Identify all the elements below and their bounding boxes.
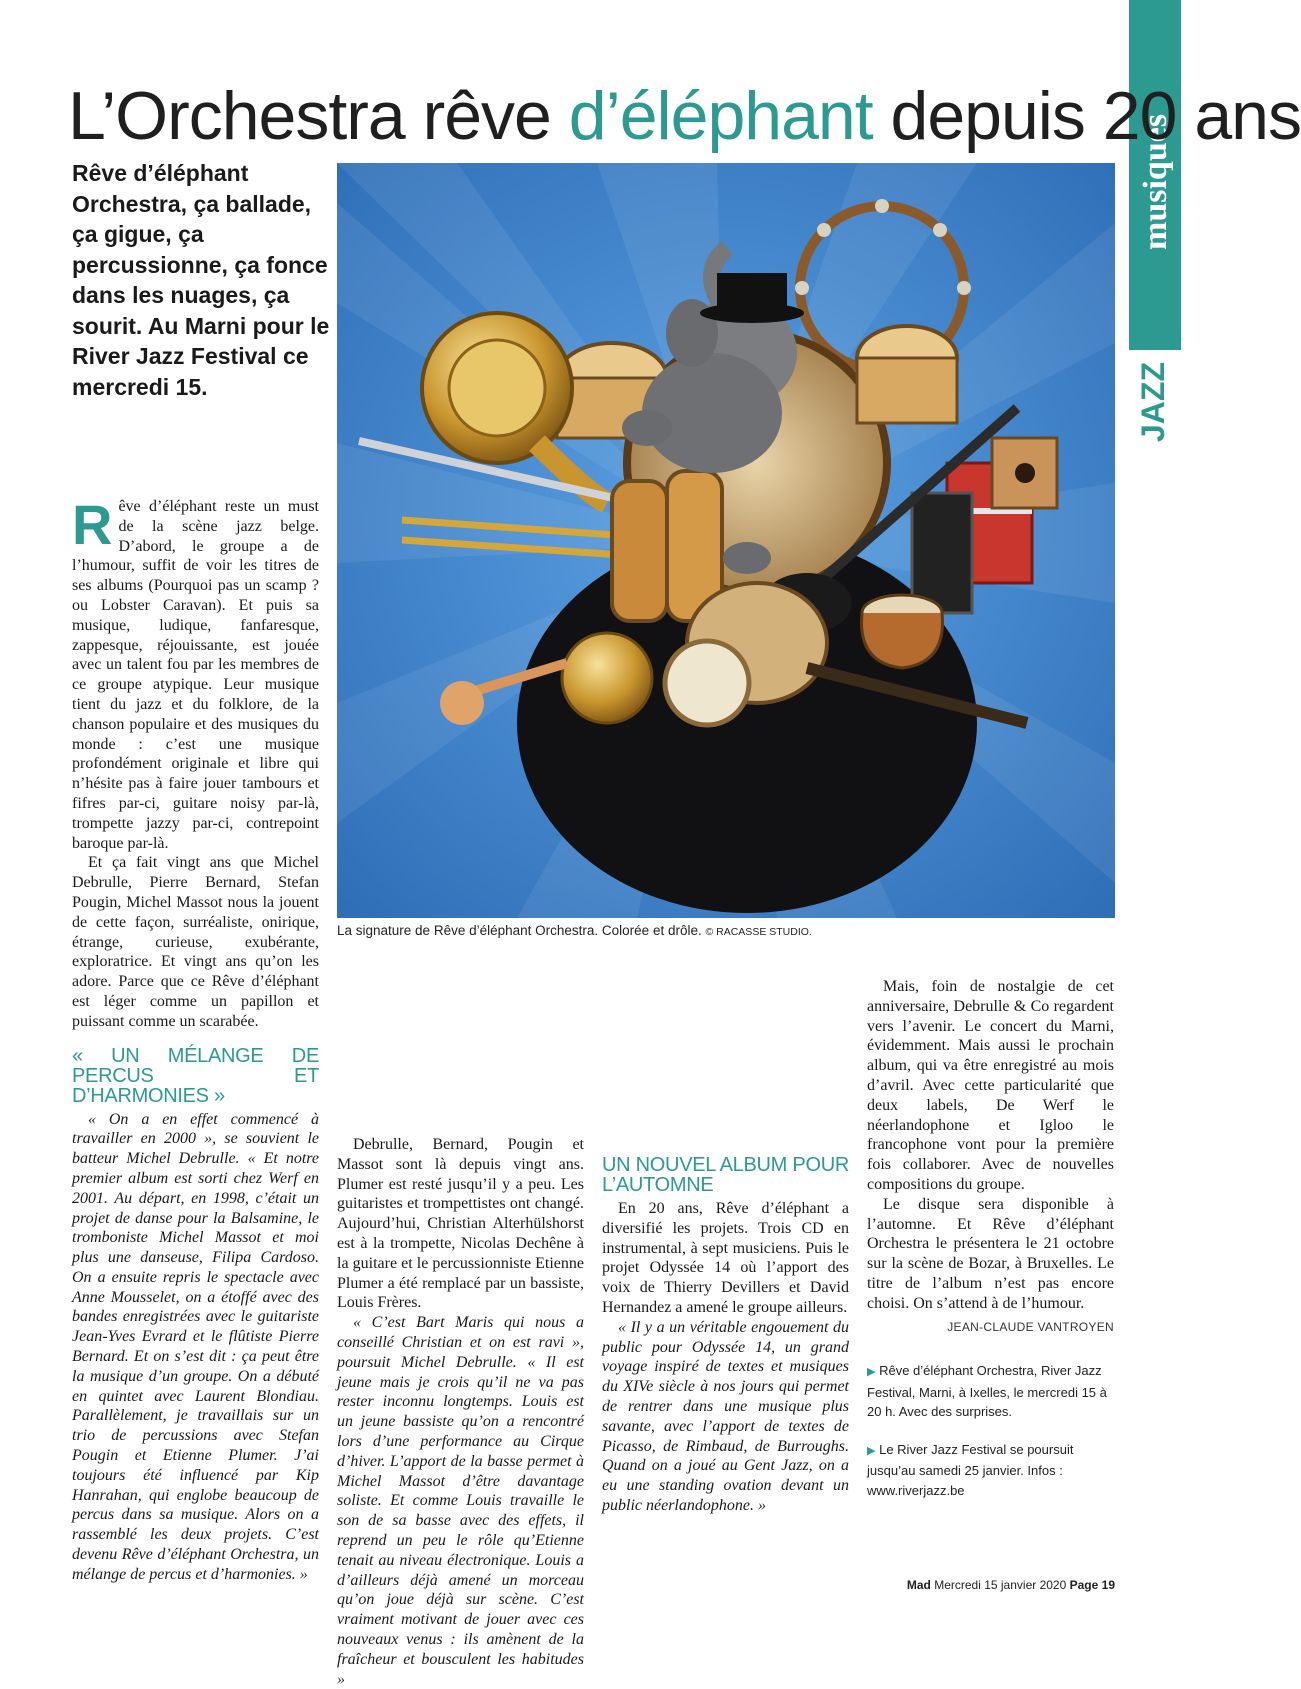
article-column-4 xyxy=(867,957,1114,1500)
headline-accent: d’éléphant xyxy=(568,78,873,154)
article-paragraph: Mais, foin de nostalgie de cet anniversaire, Debrulle & Co regardent vers l’avenir. Le concert du Marni, évidemment. Mais aussi le prochain album, qui va être enregistré au mois d’avril. Avec cette particularité que deux labels, De Werf le néerlandophone et Igloo le francophone vont pour la première fois collaborer. Avec de nouvelles compositions du groupe. xyxy=(867,978,1114,1193)
article-paragraph: « C’est Bart Maris qui nous a conseillé Christian et on est ravi », poursuit Michel Debrulle. « Il est jeune mais je crois qu’il ne va pas rester inconnu longtemps. Louis est un jeune bassiste qu’on a rencontré lors d’une performance au Cirque d’hiver. L’apport de la basse permet à Michel Massot d’être davantage soliste. Et comme Louis travaille le son de sa basse avec des effets, il reprend un peu le rôle qu’Etienne tenait au niveau électronique. Louis a d’ailleurs déjà amené un morceau qu’on joue déjà sur scène. C’est vraiment motivant de jouer avec ces nouveaux venus : ils amènent de la fraîcheur et bousculent les habitudes » xyxy=(337,1314,584,1688)
photo-credit: © RACASSE STUDIO. xyxy=(705,926,812,938)
info-box-2: ▶ Le River Jazz Festival se poursuit jusqu’au samedi 25 janvier. Infos : www.riverjazz.be xyxy=(867,1441,1074,1498)
article-paragraph: « Il y a un véritable engouement du public pour Odyssée 14, un grand voyage inspiré de textes et musiques du XIVe siècle à nos jours qui permet de rentrer dans une musique plus savante, avec l’apport de textes de Picasso, de Rimbaud, de Burroughs. Quand on a joué au Gent Jazz, on a eu une standing ovation devant un public néerlandophone. » xyxy=(602,1318,849,1514)
triangle-arrow-icon: ▶ xyxy=(867,1366,876,1379)
section-tab xyxy=(1129,0,1181,350)
headline-part1: L’Orchestra rêve xyxy=(68,78,569,154)
article-column-1 xyxy=(72,493,319,1583)
author-signature: JEAN-CLAUDE VANTROYEN xyxy=(947,1319,1114,1334)
info-box-1: ▶ Rêve d’éléphant Orchestra, River Jazz Festival, Marni, à Ixelles, le mercredi 15 à 20 h. Avec des surprises. xyxy=(867,1363,1107,1420)
rubric-label xyxy=(1131,360,1177,450)
article-paragraph: « On a en effet commencé à travailler en 2000 », se souvient le batteur Michel Debrulle. « Et notre premier album est sorti chez Werf en 2001. Au départ, en 1998, c’était un projet de danse pour la Balsamine, le tromboniste Michel Massot et moi plus une danseuse, Filipa Cardoso. On a ensuite repris le spectacle avec Anne Mousselet, on a étoffé avec des bandes enregistrées avec le guitariste Jean-Yves Evrard et le flûtiste Pierre Bernard. Et on s’est dit : ça peut être la musique d’un groupe. On a débuté en quintet avec Laurent Blondiau. Parallèlement, je travaillais sur un trio de percussions avec Stefan Pougin et Etienne Plumer. J’ai toujours été influencé par Kip Hanrahan, qui englobe beaucoup de percus dans sa musique. Alors on a rassemblé les deux projets. C’est devenu Rêve d’éléphant Orchestra, un mélange de percus et d’harmonies. » xyxy=(72,1110,319,1583)
article-paragraph: Et ça fait vingt ans que Michel Debrulle, Pierre Bernard, Stefan Pougin, Michel Massot nous la jouent de cette façon, surréaliste, onirique, étrange, curieuse, exubérante, exploratrice. Et vingt ans qu’on les adore. Parce que ce Rêve d’éléphant est léger comme un papillon et puissant comme un scarabée. xyxy=(72,854,319,1030)
article-paragraph: En 20 ans, Rêve d’éléphant a diversifié les projets. Trois CD en instrumental, à sept musiciens. Puis le projet Odyssée 14 où l’apport des voix de Thierry Devillers et David Hernandez a amené le groupe ailleurs. xyxy=(602,1200,849,1316)
footer-date: Mercredi 15 janvier 2020 xyxy=(934,1578,1067,1592)
lead-paragraph: Rêve d’éléphant Orchestra, ça ballade, ça gigue, ça percussionne, ça fonce dans les nuages, ça sourit. Au Marni pour le River Jazz Festival ce mercredi 15. xyxy=(72,160,330,400)
article-paragraph: Le disque sera disponible à l’automne. Et Rêve d’éléphant Orchestra le présentera le 21 octobre sur la scène de Bozar, à Bruxelles. Le titre de l’album n’est pas encore choisi. On s’attend à de l’humour. xyxy=(867,1195,1114,1312)
page-footer xyxy=(900,1578,1115,1592)
article-column-3 xyxy=(602,957,849,1518)
headline xyxy=(68,78,1301,154)
headline-part2: depuis 20 ans xyxy=(872,78,1301,154)
subheading: UN NOUVEL ALBUM POUR L’AUTOMNE xyxy=(602,1154,849,1196)
rubric-label-text: JAZZ xyxy=(1135,362,1171,442)
dropcap: R xyxy=(72,493,113,556)
elephant-orchestra-illustration xyxy=(337,163,1115,918)
article-photo xyxy=(337,163,1115,918)
page-number: Page 19 xyxy=(1069,1578,1115,1592)
article-paragraph: Rêve d’éléphant reste un must de la scène jazz belge. D’abord, le groupe a de l’humour, suffit de voir les titres de ses albums (Pourquoi pas un scamp ? ou Lobster Caravan). Et puis sa musique, ludique, fanfaresque, zappesque, réjouissante, est jouée avec un talent fou par les membres de ce groupe atypique. Leur musique tient du jazz et du folklore, de la chanson populaire et des musiques du monde : c’est une musique profondément originale et libre qui n’hésite pas à faire jouer tambours et fifres par-ci, guitare noisy par-là, trompette jazzy par-ci, contrepoint baroque par-là. xyxy=(72,493,319,852)
article-column-2 xyxy=(337,957,584,1688)
footer-brand: Mad xyxy=(906,1578,931,1592)
section-tab-label: musiques xyxy=(1137,113,1174,250)
article-paragraph: Debrulle, Bernard, Pougin et Massot sont là depuis vingt ans. Plumer est resté jusqu’il y a peu. Les guitaristes et trompettistes ont changé. Aujourd’hui, Christian Alterhülshorst est à la trompette, Nicolas Dechêne à la guitare et le percussionniste Etienne Plumer a été remplacé par un bassiste, Louis Frères. xyxy=(337,1136,584,1312)
triangle-arrow-icon: ▶ xyxy=(867,1444,876,1457)
subheading: « UN MÉLANGE DE PERCUS ET D’HARMONIES » xyxy=(72,1044,319,1107)
caption-text: La signature de Rêve d’éléphant Orchestra. Colorée et drôle. xyxy=(337,923,702,938)
photo-caption xyxy=(337,923,1137,938)
